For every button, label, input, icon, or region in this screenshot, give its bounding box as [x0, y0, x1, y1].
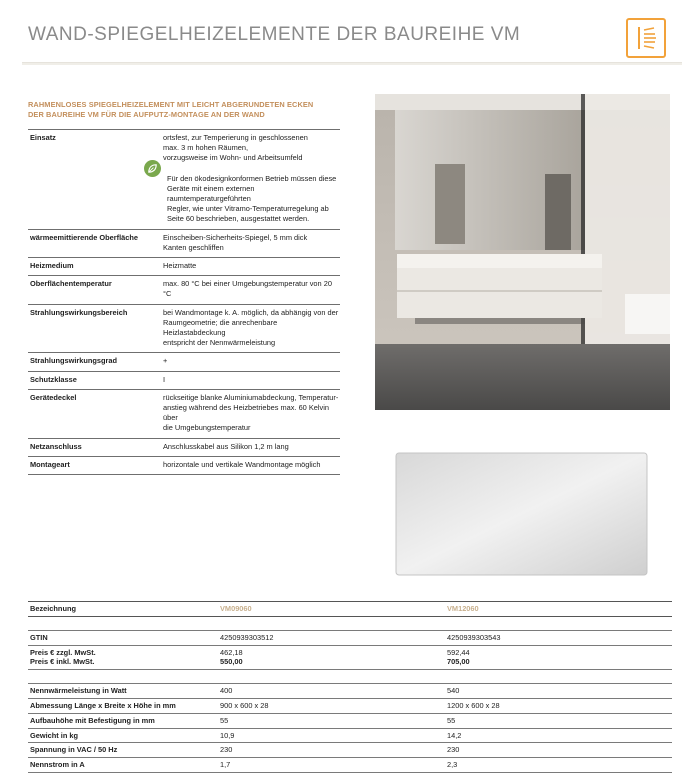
- page-title: WAND-SPIEGELHEIZELEMENTE DER BAUREIHE VM: [28, 24, 521, 45]
- spec-value: horizontale und vertikale Wandmontage möglich: [163, 459, 321, 469]
- mirror-panel-image: [395, 452, 648, 576]
- spec-value: rückseitige blanke Aluminiumabdeckung, Temperatur- anstieg während des Heizbetriebes max. 60 Kelvin über die Umgebungstemperatur: [163, 392, 339, 433]
- spec-row: [28, 276, 340, 304]
- table-body: [28, 684, 672, 773]
- spec-label: Oberflächentemperatur: [30, 279, 112, 289]
- price-row: Preis € zzgl. MwSt. Preis € inkl. MwSt. 462,18 550,00 592,44 705,00: [28, 646, 672, 671]
- spec-label: Strahlungswirkungsbereich: [30, 307, 128, 317]
- spec-value: I: [163, 374, 166, 384]
- product-subtitle: RAHMENLOSES SPIEGELHEIZELEMENT MIT LEICHT ABGERUNDETEN ECKEN DER BAUREIHE VM FÜR DIE AUFPUTZ-MONTAGE AN DER WAND: [28, 100, 314, 119]
- spec-table: [28, 129, 340, 475]
- spec-label: Netzanschluss: [30, 441, 82, 451]
- spec-label: Schutzklasse: [30, 374, 77, 384]
- spec-row: [28, 230, 340, 258]
- spec-value: +: [163, 356, 168, 366]
- spec-row: [28, 258, 340, 276]
- spec-row: [28, 372, 340, 390]
- spec-value: Einscheiben-Sicherheits-Spiegel, 5 mm dick Kanten geschliffen: [163, 232, 308, 252]
- spec-label: Montageart: [30, 459, 70, 469]
- ecodesign-note: Für den ökodesignkonformen Betrieb müssen diese Geräte mit einem externen raumtemperaturgeführten Regler, wie unter Vitramo-Temperaturregelung ab Seite 60 beschrieben, ausgestattet werden.: [163, 174, 340, 225]
- spec-row: [28, 439, 340, 457]
- table-header-row: Bezeichnung VM09060 VM12060: [28, 601, 672, 617]
- spec-row: [28, 305, 340, 354]
- table-row: Gewicht in kg 10,9 14,2: [28, 729, 672, 744]
- leaf-icon: [144, 160, 161, 177]
- radiant-heater-icon: [626, 18, 666, 58]
- spec-label: Einsatz: [30, 133, 56, 142]
- table-spacer: [28, 670, 672, 684]
- spec-row: [28, 390, 340, 439]
- spec-label: Heizmedium: [30, 261, 74, 271]
- bathroom-photo: [375, 94, 670, 410]
- table-row: Nennwärmeleistung in Watt 400 540: [28, 684, 672, 699]
- table-row: Spannung in VAC / 50 Hz 230 230: [28, 743, 672, 758]
- spec-value: ortsfest, zur Temperierung in geschlossenen max. 3 m hohen Räumen, vorzugsweise im Wohn- und Arbeitsumfeld Für den ökodesignkonformen Betrieb müssen diese Geräte mit einem externen raumtemperaturgeführten Regler, wie unter Vitramo-Temperaturregelung ab Seite 60 beschrieben, ausgestattet werden.: [163, 130, 340, 229]
- spec-label: Strahlungswirkungsgrad: [30, 356, 118, 366]
- table-spacer: [28, 617, 672, 631]
- spec-row: [28, 353, 340, 371]
- spec-value: max. 80 °C bei einer Umgebungstemperatur von 20 °C: [163, 279, 332, 299]
- table-row: GTIN 4250939303512 4250939303543: [28, 631, 672, 646]
- table-row: Aufbauhöhe mit Befestigung in mm 55 55: [28, 714, 672, 729]
- spec-label: wärmeemittierende Oberfläche: [30, 232, 139, 242]
- table-row: Nennstrom in A 1,7 2,3: [28, 758, 672, 773]
- spec-value: Heizmatte: [163, 261, 197, 271]
- header-divider: [22, 62, 682, 65]
- spec-row: [28, 129, 340, 230]
- spec-label: Gerätedeckel: [30, 392, 77, 402]
- spec-row: [28, 457, 340, 475]
- product-table: [28, 601, 672, 773]
- spec-value: bei Wandmontage k. A. möglich, da abhängig von der Raumgeometrie; die anrechenbare Heizlastabdeckung entspricht der Nennwärmeleistung: [163, 307, 339, 348]
- table-row: Abmessung Länge x Breite x Höhe in mm 900 x 600 x 28 1200 x 600 x 28: [28, 699, 672, 714]
- spec-value: Anschlusskabel aus Silikon 1,2 m lang: [163, 441, 289, 451]
